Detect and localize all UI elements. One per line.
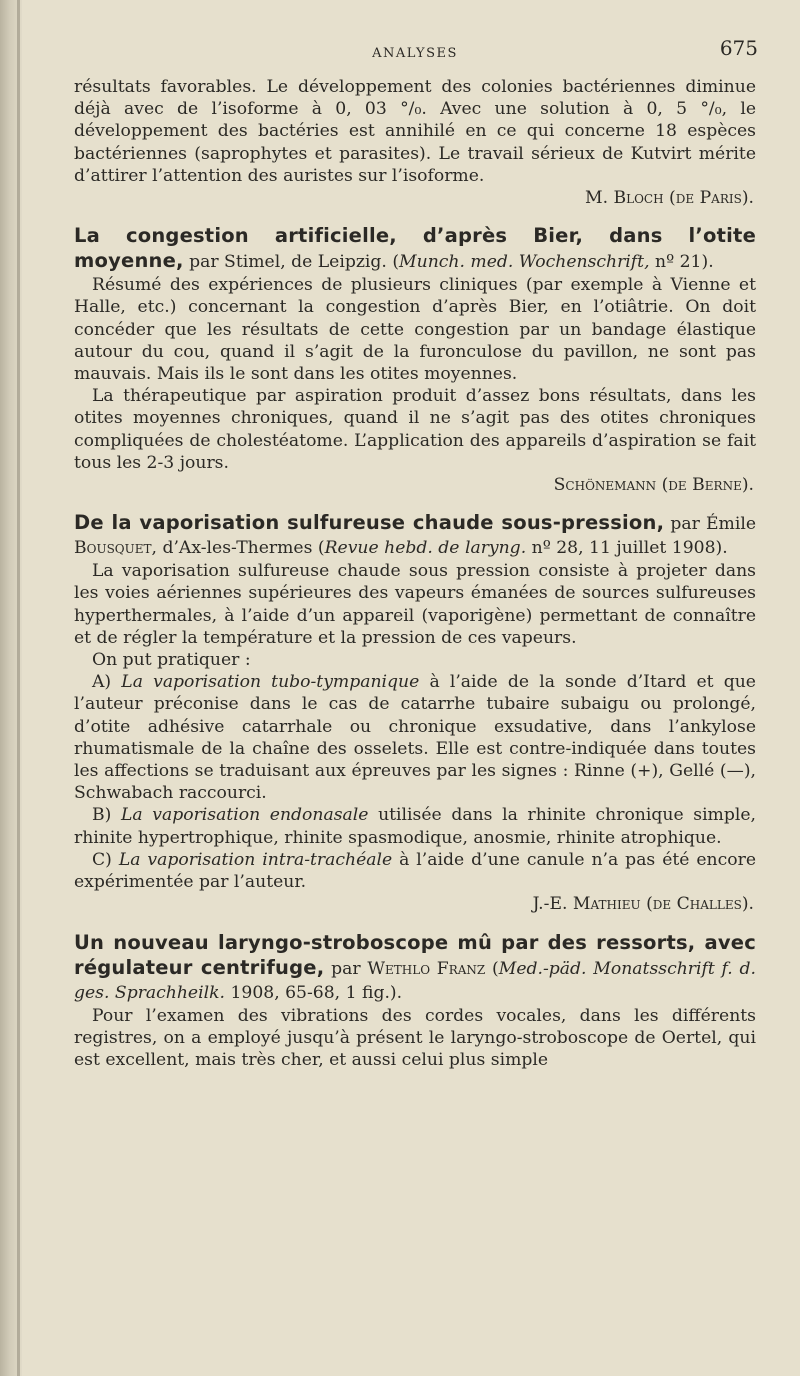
article-title: De la vaporisation sulfureuse chaude sous-pression, [74, 511, 665, 535]
article-paragraph: Pour l’examen des vibrations des cordes vocales, dans les différents registres, on a employé jusqu’à présent le laryngo-stroboscope de Oertel, qui est excellent, mais très cher, et aussi celui plus simple [74, 1005, 756, 1070]
article-title: Un nouveau laryngo-stroboscope mû par des ressorts, avec régulateur centrifuge, [74, 930, 756, 979]
intro-paragraph: résultats favorables. Le développement des colonies bactériennes diminue déjà avec de l’isoforme à 0, 03 °/₀. Avec une solution à 0, 5 °/₀, le développement des bactéries est annihilé en ce qui concerne 18 espèces bactériennes (saprophytes et parasites). Le travail sérieux de Kutvirt mérite d’attirer l’attention des auristes sur l’isoforme. [74, 77, 756, 186]
list-item-a: A) La vaporisation tubo-tympanique à l’aide de la sonde d’Itard et que l’auteur préconise dans le cas de catarrhe tubaire subaigu ou prolongé, d’otite adhésive catarrhale ou chronique exsudative, dans l’ankylose rhumatismale de la chaîne des osselets. Elle est contre-indiquée dans toutes les affections se traduisant aux épreuves par les signes : Rinne (+), Gellé (—), Schwabach raccourci. [74, 672, 756, 804]
article-vaporisation [74, 511, 756, 915]
author-name: Bousquet [74, 538, 152, 559]
journal-name: Med.-päd. Monatsschrift f. d. ges. Sprachheilk. [74, 958, 756, 1003]
list-item-b: B) La vaporisation endonasale utilisée dans la rhinite chronique simple, rhinite hypertrophique, rhinite spasmodique, anosmie, rhinite atrophique. [74, 805, 756, 848]
running-head-title: ANALYSES [372, 46, 458, 61]
page-content [74, 36, 756, 1071]
page-number: 675 [719, 36, 758, 60]
article-paragraph: Résumé des expériences de plusieurs cliniques (par exemple à Vienne et Halle, etc.) concernant la congestion d’après Bier, en l’otiâtrie. On doit concéder que les résultats de cette congestion par un bandage élastique autour du cou, quand il s’agit de la furonculose du pavillon, ne sont pas mauvais. Mais ils le sont dans les otites moyennes. [74, 275, 756, 385]
journal-name: Munch. med. Wochenschrift, [399, 252, 650, 273]
journal-name: Revue hebd. de laryng. [324, 538, 527, 559]
author-name: Wethlo Franz [367, 958, 486, 979]
article-title: La congestion artificielle, d’après Bier, dans l’otite moyenne, [74, 224, 756, 273]
article-heading: De la vaporisation sulfureuse chaude sous-pression, par Émile Bousquet, d’Ax-les-Thermes (Revue hebd. de laryng. nº 28, 11 juillet 1908). [74, 511, 756, 559]
running-head [74, 36, 756, 76]
article-paragraph: La vaporisation sulfureuse chaude sous pression consiste à projeter dans les voies aériennes supérieures des vapeurs émanées de sources sulfureuses hyperthermales, à l’aide d’un appareil (vaporigène) permettant de connaître et de régler la température et la pression de ces vapeurs. [74, 561, 756, 648]
article-heading: Un nouveau laryngo-stroboscope mû par des ressorts, avec régulateur centrifuge, par Wethlo Franz (Med.-päd. Monatsschrift f. d. ges. Sprachheilk. 1908, 65-68, 1 fig.). [74, 930, 756, 1003]
intro-continuation [74, 76, 756, 209]
article-heading: La congestion artificielle, d’après Bier, dans l’otite moyenne, par Stimel, de Leipzig. (Munch. med. Wochenschrift, nº 21). [74, 224, 756, 273]
article-paragraph: On put pratiquer : [92, 650, 251, 671]
article-stroboscope [74, 931, 756, 1072]
article-signature: J.-E. Mathieu (de Challes). [532, 894, 754, 915]
article-paragraph: La thérapeutique par aspiration produit d’assez bons résultats, dans les otites moyennes chroniques, quand il ne s’agit pas des otites chroniques compliquées de cholestéatome. L’application des appareils d’aspiration se fait tous les 2-3 jours. [74, 386, 756, 473]
intro-signature: M. Bloch (de Paris). [584, 188, 754, 209]
list-item-c: C) La vaporisation intra-trachéale à l’aide d’une canule n’a pas été encore expérimentée par l’auteur. [74, 849, 756, 893]
page-binding-edge [17, 0, 20, 1376]
article-congestion [74, 224, 756, 496]
article-signature: Schönemann (de Berne). [553, 475, 754, 496]
